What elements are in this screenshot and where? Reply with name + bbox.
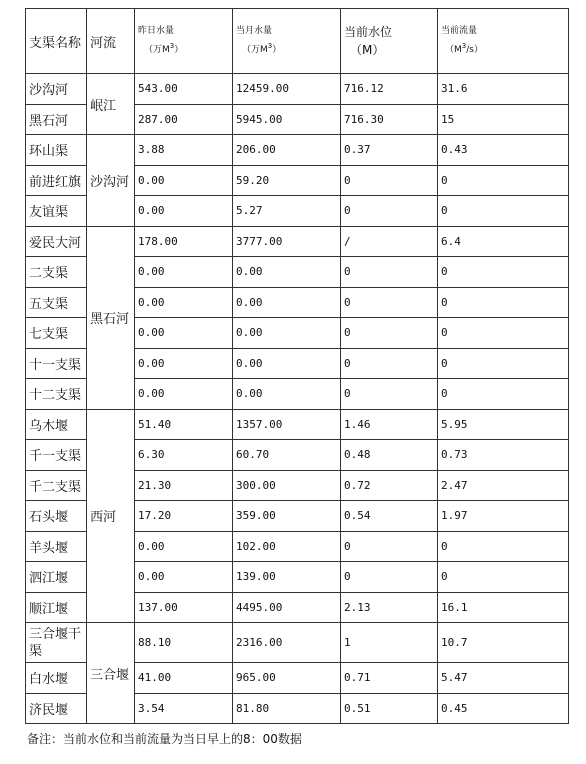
yesterday-volume: 0.00 — [135, 318, 233, 349]
yesterday-volume: 0.00 — [135, 531, 233, 562]
river-name: 三合堰 — [87, 623, 135, 724]
branch-name: 济民堰 — [26, 693, 87, 724]
current-level: 0.72 — [341, 470, 438, 501]
current-level: 0 — [341, 531, 438, 562]
table-row — [26, 135, 569, 166]
branch-name: 顺江堰 — [26, 592, 87, 623]
current-level: 716.30 — [341, 104, 438, 135]
table-row — [26, 409, 569, 440]
table-row — [26, 226, 569, 257]
current-flow: 0 — [438, 196, 569, 227]
branch-name: 七支渠 — [26, 318, 87, 349]
current-level: 0 — [341, 257, 438, 288]
month-volume: 0.00 — [233, 287, 341, 318]
current-level: 0.71 — [341, 663, 438, 694]
current-flow: 5.95 — [438, 409, 569, 440]
branch-name: 白水堰 — [26, 663, 87, 694]
current-level: 0 — [341, 196, 438, 227]
month-volume: 0.00 — [233, 318, 341, 349]
branch-name: 环山渠 — [26, 135, 87, 166]
current-flow: 0.43 — [438, 135, 569, 166]
branch-name: 十二支渠 — [26, 379, 87, 410]
river-name: 岷江 — [87, 74, 135, 135]
branch-name: 泗江堰 — [26, 562, 87, 593]
branch-name: 十一支渠 — [26, 348, 87, 379]
branch-name: 爱民大河 — [26, 226, 87, 257]
current-flow: 0.73 — [438, 440, 569, 471]
month-volume: 300.00 — [233, 470, 341, 501]
current-level: 0.48 — [341, 440, 438, 471]
month-volume: 359.00 — [233, 501, 341, 532]
table-row — [26, 74, 569, 105]
branch-name: 三合堰干渠 — [26, 623, 87, 663]
yesterday-volume: 0.00 — [135, 287, 233, 318]
current-level: 716.12 — [341, 74, 438, 105]
current-level: 0 — [341, 287, 438, 318]
current-flow: 1.97 — [438, 501, 569, 532]
yesterday-volume: 0.00 — [135, 348, 233, 379]
month-volume: 5.27 — [233, 196, 341, 227]
branch-name: 千一支渠 — [26, 440, 87, 471]
yesterday-volume: 0.00 — [135, 196, 233, 227]
water-data-table — [25, 8, 569, 724]
branch-name: 前进红旗 — [26, 165, 87, 196]
current-flow: 16.1 — [438, 592, 569, 623]
current-level: 0 — [341, 348, 438, 379]
branch-name: 友谊渠 — [26, 196, 87, 227]
current-flow: 2.47 — [438, 470, 569, 501]
current-flow: 15 — [438, 104, 569, 135]
current-level: 0.54 — [341, 501, 438, 532]
yesterday-volume: 0.00 — [135, 257, 233, 288]
current-level: 0 — [341, 165, 438, 196]
current-flow: 5.47 — [438, 663, 569, 694]
current-level: 2.13 — [341, 592, 438, 623]
table-header-row — [26, 9, 569, 74]
footnote: 备注：当前水位和当前流量为当日早上的8：00数据 — [27, 732, 302, 746]
month-volume: 2316.00 — [233, 623, 341, 663]
yesterday-volume: 3.88 — [135, 135, 233, 166]
current-flow: 0 — [438, 562, 569, 593]
month-volume: 59.20 — [233, 165, 341, 196]
branch-name: 五支渠 — [26, 287, 87, 318]
river-name: 黑石河 — [87, 226, 135, 409]
yesterday-volume: 21.30 — [135, 470, 233, 501]
month-volume: 0.00 — [233, 379, 341, 410]
yesterday-volume: 137.00 — [135, 592, 233, 623]
header-current-level: 当前水位 （M） — [341, 9, 438, 74]
current-flow: 0 — [438, 257, 569, 288]
month-volume: 0.00 — [233, 348, 341, 379]
current-level: 0.51 — [341, 693, 438, 724]
current-flow: 0 — [438, 287, 569, 318]
current-flow: 0 — [438, 531, 569, 562]
current-flow: 0.45 — [438, 693, 569, 724]
yesterday-volume: 3.54 — [135, 693, 233, 724]
yesterday-volume: 178.00 — [135, 226, 233, 257]
branch-name: 二支渠 — [26, 257, 87, 288]
river-name: 西河 — [87, 409, 135, 623]
yesterday-volume: 0.00 — [135, 379, 233, 410]
yesterday-volume: 287.00 — [135, 104, 233, 135]
yesterday-volume: 51.40 — [135, 409, 233, 440]
branch-name: 石头堰 — [26, 501, 87, 532]
header-river: 河流 — [87, 9, 135, 74]
current-level: 0.37 — [341, 135, 438, 166]
month-volume: 0.00 — [233, 257, 341, 288]
current-flow: 0 — [438, 379, 569, 410]
header-month-volume: 当月水量 （万$M^3$） — [233, 9, 341, 74]
table-row — [26, 623, 569, 663]
branch-name: 沙沟河 — [26, 74, 87, 105]
current-flow: 31.6 — [438, 74, 569, 105]
current-level: 1 — [341, 623, 438, 663]
month-volume: 81.80 — [233, 693, 341, 724]
branch-name: 羊头堰 — [26, 531, 87, 562]
yesterday-volume: 0.00 — [135, 165, 233, 196]
month-volume: 4495.00 — [233, 592, 341, 623]
current-flow: 0 — [438, 318, 569, 349]
header-branch-name: 支渠名称 — [26, 9, 87, 74]
month-volume: 3777.00 — [233, 226, 341, 257]
yesterday-volume: 17.20 — [135, 501, 233, 532]
branch-name: 千二支渠 — [26, 470, 87, 501]
water-data-table-container — [25, 8, 568, 724]
branch-name: 乌木堰 — [26, 409, 87, 440]
month-volume: 206.00 — [233, 135, 341, 166]
yesterday-volume: 0.00 — [135, 562, 233, 593]
current-level: 0 — [341, 379, 438, 410]
current-level: 0 — [341, 318, 438, 349]
yesterday-volume: 543.00 — [135, 74, 233, 105]
month-volume: 102.00 — [233, 531, 341, 562]
current-level: 1.46 — [341, 409, 438, 440]
month-volume: 1357.00 — [233, 409, 341, 440]
current-flow: 10.7 — [438, 623, 569, 663]
month-volume: 139.00 — [233, 562, 341, 593]
current-flow: 6.4 — [438, 226, 569, 257]
river-name: 沙沟河 — [87, 135, 135, 227]
current-level: 0 — [341, 562, 438, 593]
current-flow: 0 — [438, 348, 569, 379]
month-volume: 12459.00 — [233, 74, 341, 105]
current-level: / — [341, 226, 438, 257]
branch-name: 黑石河 — [26, 104, 87, 135]
month-volume: 965.00 — [233, 663, 341, 694]
header-current-flow: 当前流量 $(M^3/s)$ — [438, 9, 569, 74]
yesterday-volume: 41.00 — [135, 663, 233, 694]
header-yesterday-volume: 昨日水量 （万$M^3$） — [135, 9, 233, 74]
yesterday-volume: 6.30 — [135, 440, 233, 471]
yesterday-volume: 88.10 — [135, 623, 233, 663]
month-volume: 60.70 — [233, 440, 341, 471]
month-volume: 5945.00 — [233, 104, 341, 135]
current-flow: 0 — [438, 165, 569, 196]
